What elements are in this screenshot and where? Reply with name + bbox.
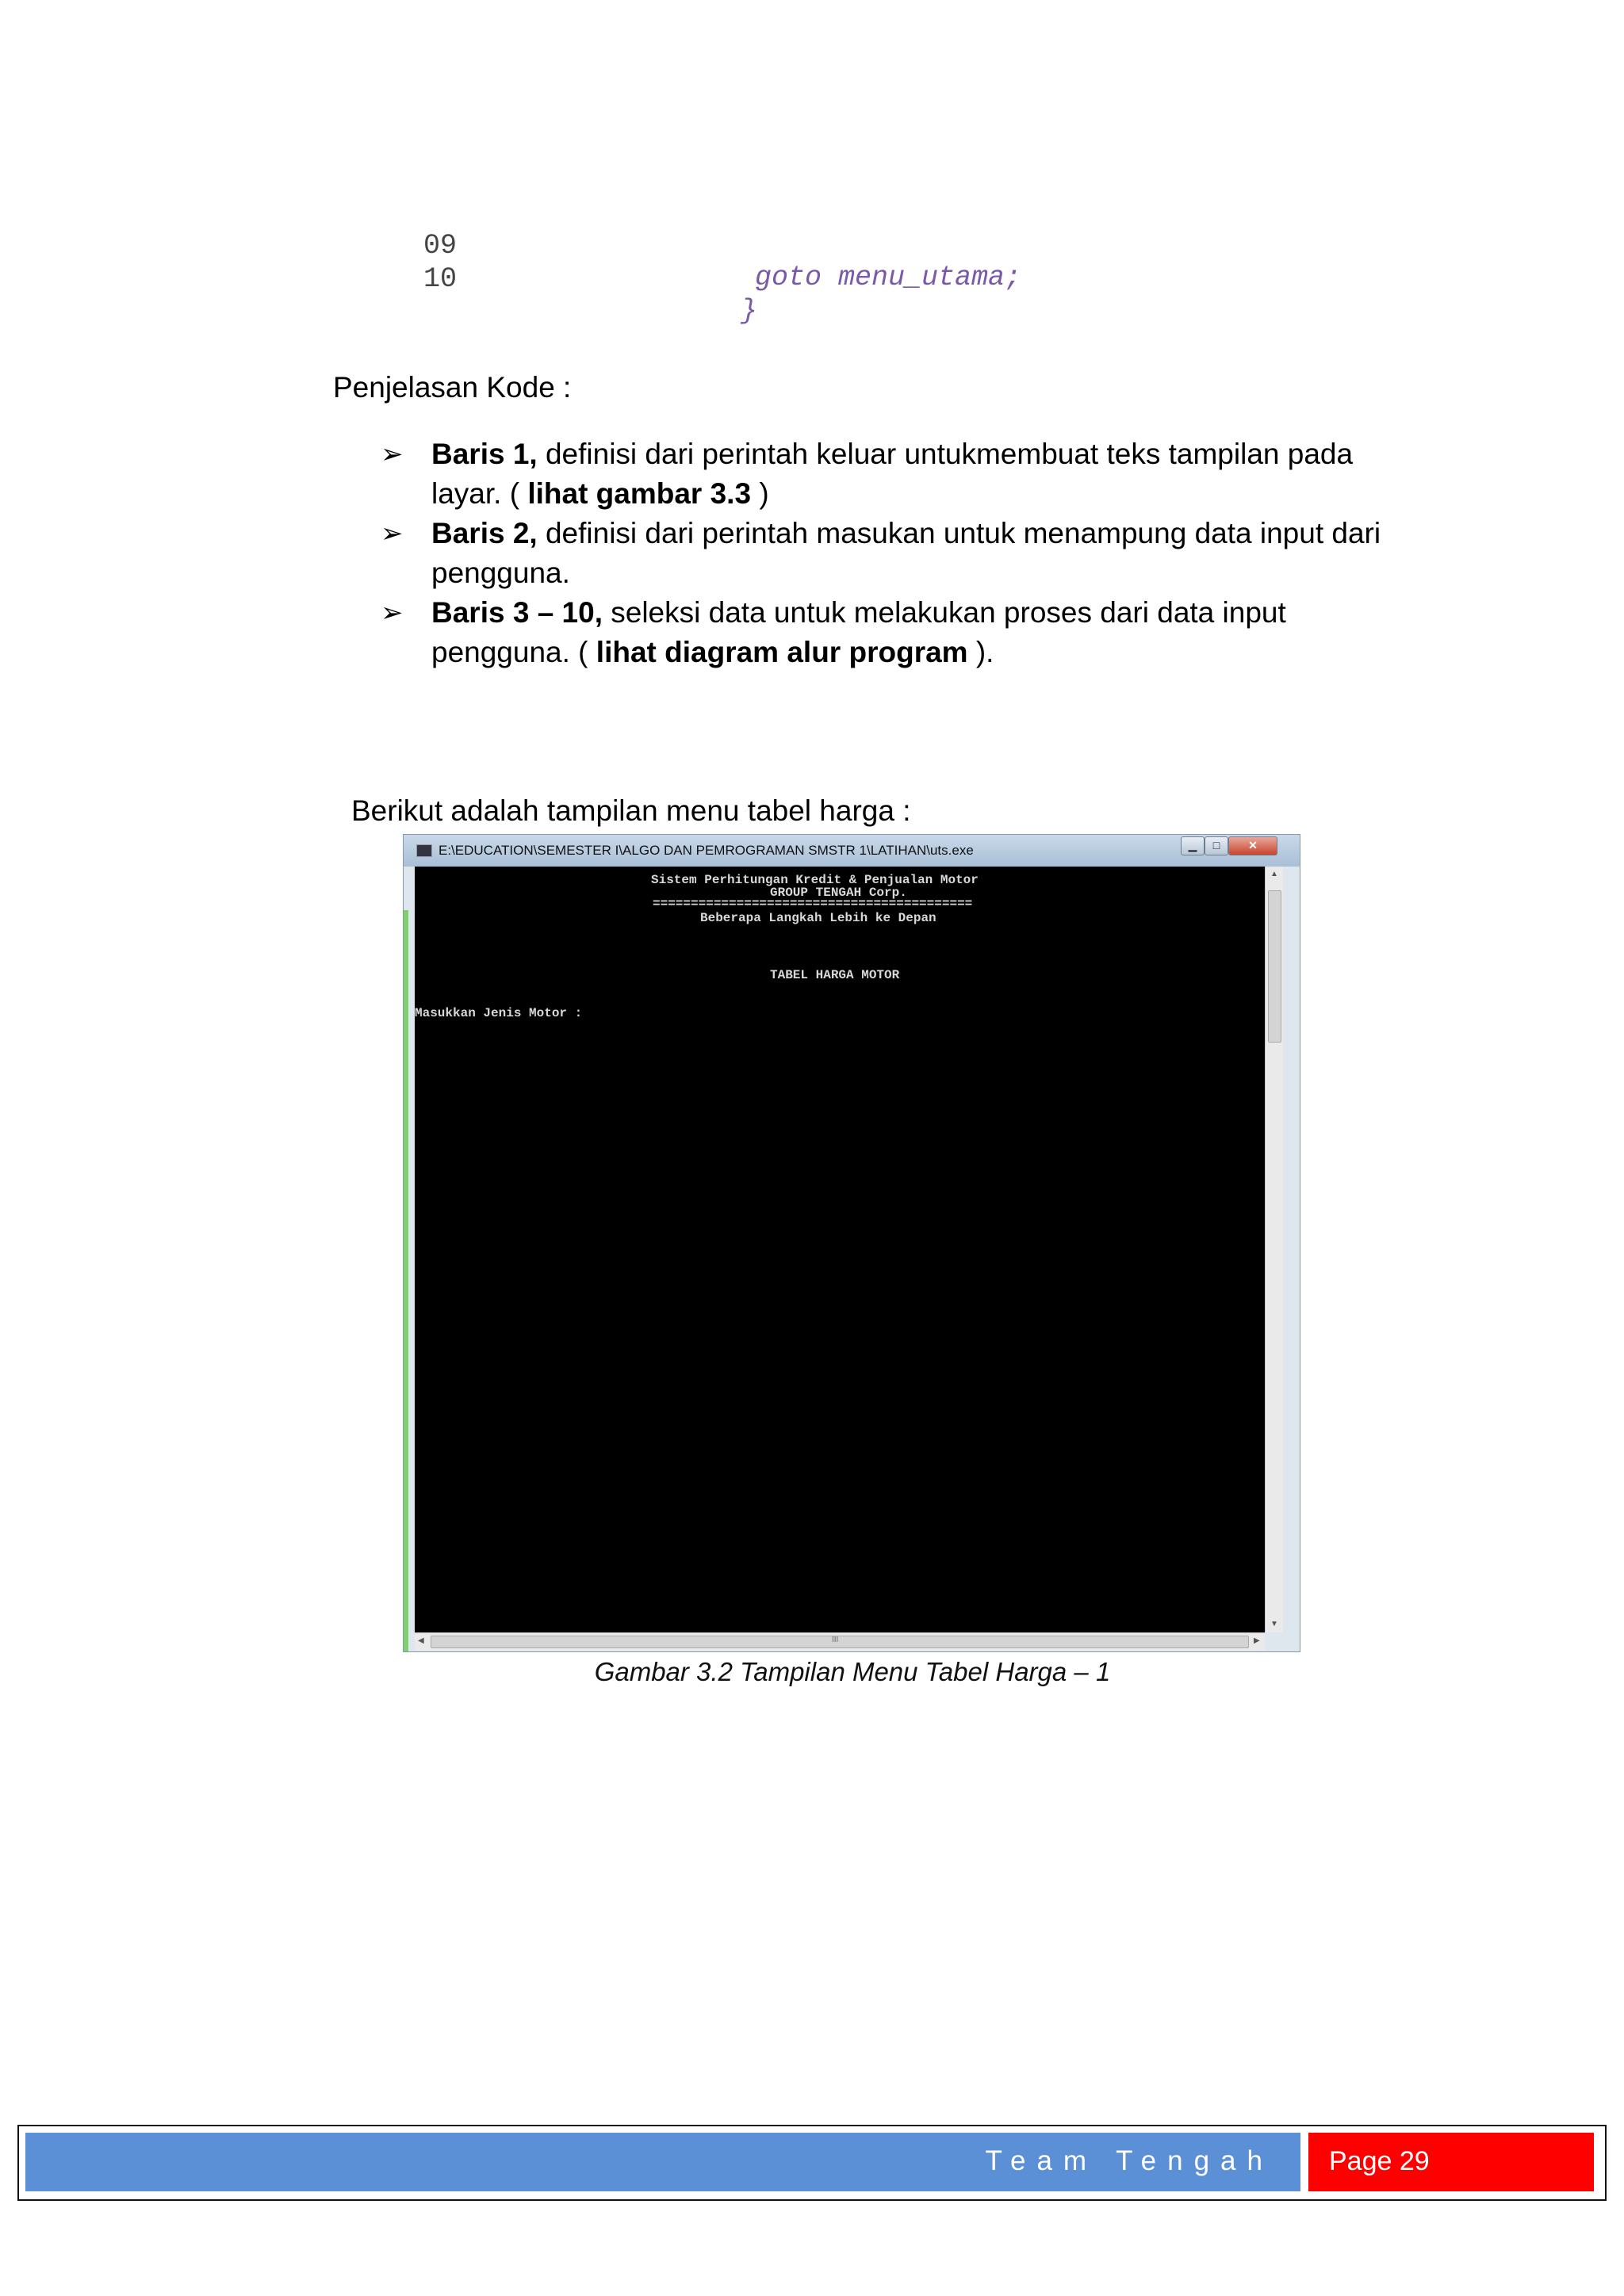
bullet-reference: lihat gambar 3.3: [527, 477, 752, 510]
code-text: }: [741, 295, 758, 327]
list-item: [381, 434, 1427, 514]
bullet-tail: ).: [967, 636, 994, 668]
minimize-button[interactable]: ▁: [1181, 836, 1205, 855]
window-title: E:\EDUCATION\SEMESTER I\ALGO DAN PEMROGRAMAN SMSTR 1\LATIHAN\uts.exe: [439, 843, 974, 858]
figure-caption: Gambar 3.2 Tampilan Menu Tabel Harga – 1: [594, 1657, 1111, 1686]
list-item: [381, 514, 1427, 593]
console-slogan-line: Beberapa Langkah Lebih ke Depan: [700, 911, 936, 925]
scroll-down-icon[interactable]: ▼: [1270, 1620, 1278, 1628]
footer-team-bar: [25, 2133, 1300, 2191]
code-line-number: 09: [423, 230, 458, 262]
section-heading: Penjelasan Kode :: [333, 371, 572, 404]
bullet-label: Baris 2,: [431, 517, 538, 549]
maximize-button[interactable]: □: [1205, 836, 1228, 855]
background-window-edge: [404, 910, 408, 1651]
bullet-text: definisi dari perintah keluar untukmembuat teks tampilan pada layar. (: [431, 438, 1354, 510]
horizontal-scroll-thumb[interactable]: [431, 1636, 1249, 1648]
bullet-label: Baris 3 – 10,: [431, 596, 603, 629]
vertical-scroll-thumb[interactable]: [1268, 890, 1281, 1043]
arrow-bullet-icon: ➢: [381, 519, 404, 549]
close-button[interactable]: ✕: [1228, 836, 1277, 855]
scroll-left-icon[interactable]: ◀: [418, 1636, 424, 1645]
intro-text: Berikut adalah tampilan menu tabel harga :: [351, 794, 911, 827]
console-separator-line: ==========================================: [653, 897, 973, 911]
console-window: [403, 834, 1300, 1652]
list-item: [381, 593, 1427, 672]
bullet-text: definisi dari perintah masukan untuk menampung data input dari pengguna.: [431, 517, 1381, 589]
scroll-right-icon[interactable]: ▶: [1254, 1636, 1260, 1645]
console-title-line: Sistem Perhitungan Kredit & Penjualan Motor: [651, 873, 979, 887]
window-title-bar[interactable]: [404, 835, 1300, 867]
code-text: goto menu_utama;: [755, 262, 1022, 293]
console-app-icon: [416, 844, 432, 857]
arrow-bullet-icon: ➢: [381, 439, 404, 469]
scroll-up-icon[interactable]: ▲: [1270, 870, 1278, 878]
console-table-title: TABEL HARGA MOTOR: [770, 968, 900, 982]
footer-page-box: [1308, 2133, 1594, 2191]
bullet-label: Baris 1,: [431, 438, 538, 470]
console-company-line: GROUP TENGAH Corp.: [770, 886, 907, 900]
footer-team-name: Team Tengah: [985, 2145, 1274, 2176]
bullet-reference: lihat diagram alur program: [596, 636, 968, 668]
console-output: [415, 867, 1265, 1632]
page-number: Page 29: [1329, 2146, 1430, 2176]
explanation-list: [381, 434, 1427, 672]
console-prompt: Masukkan Jenis Motor :: [415, 1006, 583, 1020]
code-line-number: 10: [423, 263, 458, 295]
bullet-text: seleksi data untuk melakukan proses dari data input pengguna. (: [431, 596, 1286, 668]
bullet-tail: ): [751, 477, 769, 510]
vertical-scrollbar[interactable]: [1265, 867, 1283, 1632]
arrow-bullet-icon: ➢: [381, 598, 404, 628]
horizontal-scrollbar[interactable]: [415, 1632, 1265, 1651]
scroll-grip: III: [832, 1636, 839, 1644]
